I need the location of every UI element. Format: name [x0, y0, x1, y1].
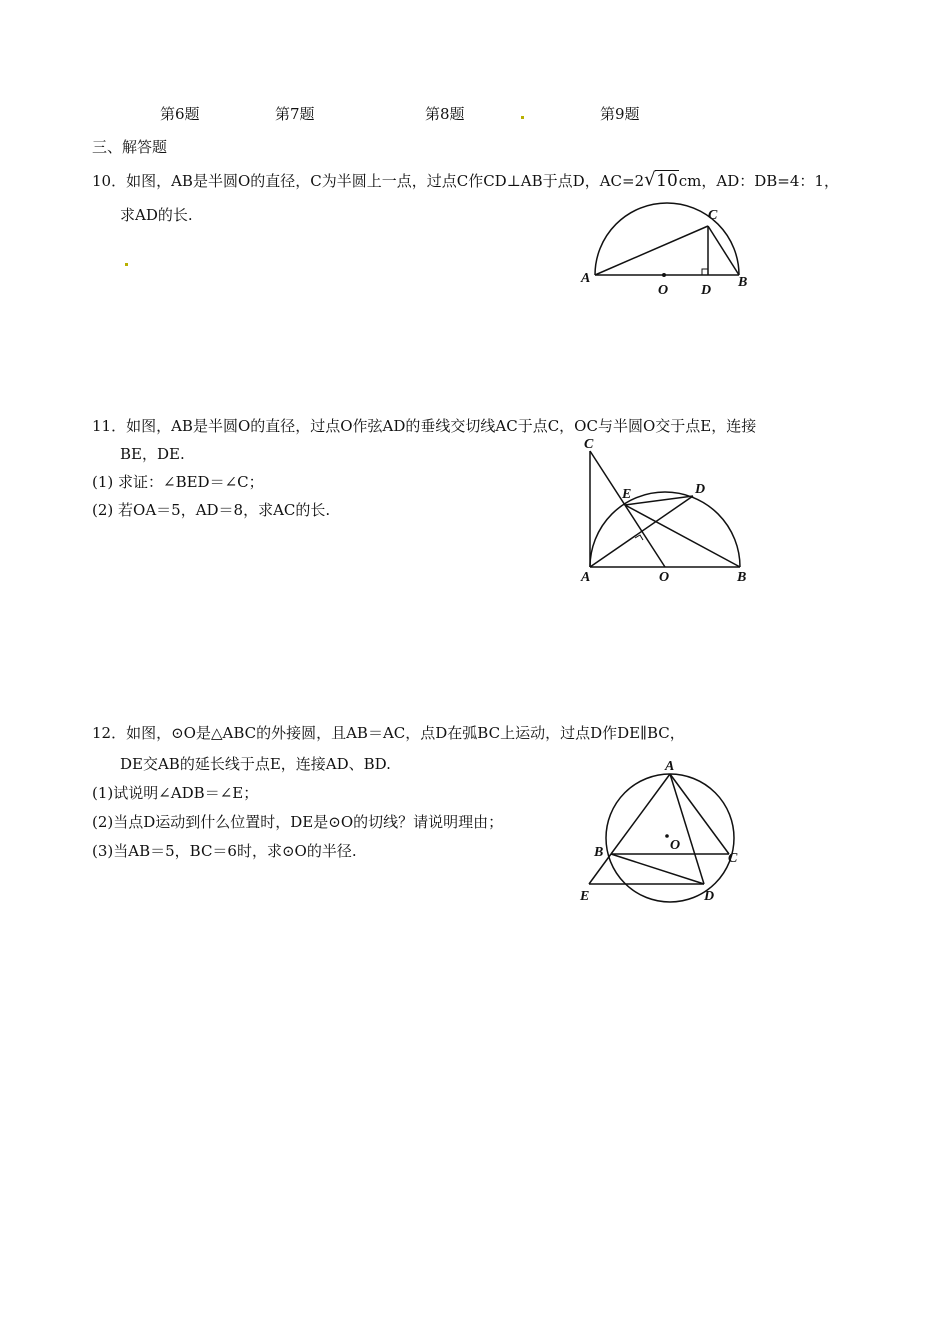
sqrt-symbol: √ 10: [644, 169, 678, 191]
q10-label-c: C: [708, 208, 718, 223]
q10-center-point: [662, 273, 666, 277]
q11-statement-line2: BE，DE.: [120, 445, 185, 463]
q10-label-a: A: [581, 271, 591, 286]
q12-label-e: E: [580, 889, 590, 904]
q11-segment-be: [625, 505, 740, 567]
q10-right-angle-mark: [702, 269, 708, 275]
q11-label-d: D: [695, 482, 706, 497]
q12-figure: [575, 755, 750, 910]
q12-center-point: [665, 834, 669, 838]
q12-statement-line1: 12．如图，⊙O是△ABC的外接圆，且AB＝AC，点D在弧BC上运动，过点D作DE∥BC，: [92, 724, 685, 742]
caption-fig8: 第8题: [425, 105, 465, 123]
caption-fig6: 第6题: [160, 105, 200, 123]
q12-segment-ad: [670, 774, 704, 884]
q10-label-d: D: [701, 283, 712, 298]
q11-label-b: B: [737, 570, 747, 585]
caption-fig7: 第7题: [275, 105, 315, 123]
scan-speck: [521, 116, 524, 119]
q12-segment-bd: [611, 854, 704, 884]
q10-label-o: O: [658, 283, 669, 298]
q11-part1: (1) 求证：∠BED＝∠C；: [92, 473, 264, 491]
q10-chord-ac: [595, 226, 708, 275]
q10-statement-line1: [92, 170, 839, 191]
q11-segment-oc: [590, 451, 665, 567]
q12-label-a: A: [665, 759, 675, 774]
q11-label-o: O: [659, 570, 670, 585]
q10-semicircle-arc: [595, 203, 739, 275]
q11-label-a: A: [581, 570, 591, 585]
q10-statement-line2: 求AD的长.: [120, 206, 193, 224]
q12-label-o: O: [670, 838, 681, 853]
q11-figure: [575, 432, 760, 587]
q11-label-e: E: [622, 487, 632, 502]
q10-radicand: 10: [656, 171, 678, 191]
q11-semicircle-arc: [590, 492, 740, 567]
q11-statement-line1: 11．如图，AB是半圆O的直径，过点O作弦AD的垂线交切线AC于点C，OC与半圆O交于点E，连接: [92, 417, 757, 435]
q11-label-c: C: [584, 437, 594, 452]
section-title: 三、解答题: [92, 138, 168, 156]
q12-label-d: D: [704, 889, 715, 904]
q10-text-pre: 10．如图，AB是半圆O的直径，C为半圆上一点，过点C作CD⊥AB于点D，AC=2: [92, 172, 645, 190]
q12-part3: (3)当AB＝5，BC＝6时，求⊙O的半径.: [92, 842, 357, 860]
q12-label-b: B: [594, 845, 604, 860]
q12-statement-line2: DE交AB的延长线于点E，连接AD、BD.: [120, 755, 391, 773]
q11-part2: (2) 若OA＝5，AD＝8，求AC的长.: [92, 501, 331, 519]
q10-text-post: cm，AD：DB=4：1，: [678, 172, 839, 190]
q12-label-c: C: [728, 851, 738, 866]
q10-figure: [575, 200, 755, 300]
caption-fig9: 第9题: [600, 105, 640, 123]
q12-side-ab: [611, 774, 670, 854]
scan-speck: [125, 263, 128, 266]
q10-label-b: B: [738, 275, 748, 290]
q12-part1: (1)试说明∠ADB＝∠E；: [92, 784, 259, 802]
q11-chord-ad: [590, 496, 693, 567]
q12-part2: (2)当点D运动到什么位置时，DE是⊙O的切线？请说明理由；: [92, 813, 504, 831]
